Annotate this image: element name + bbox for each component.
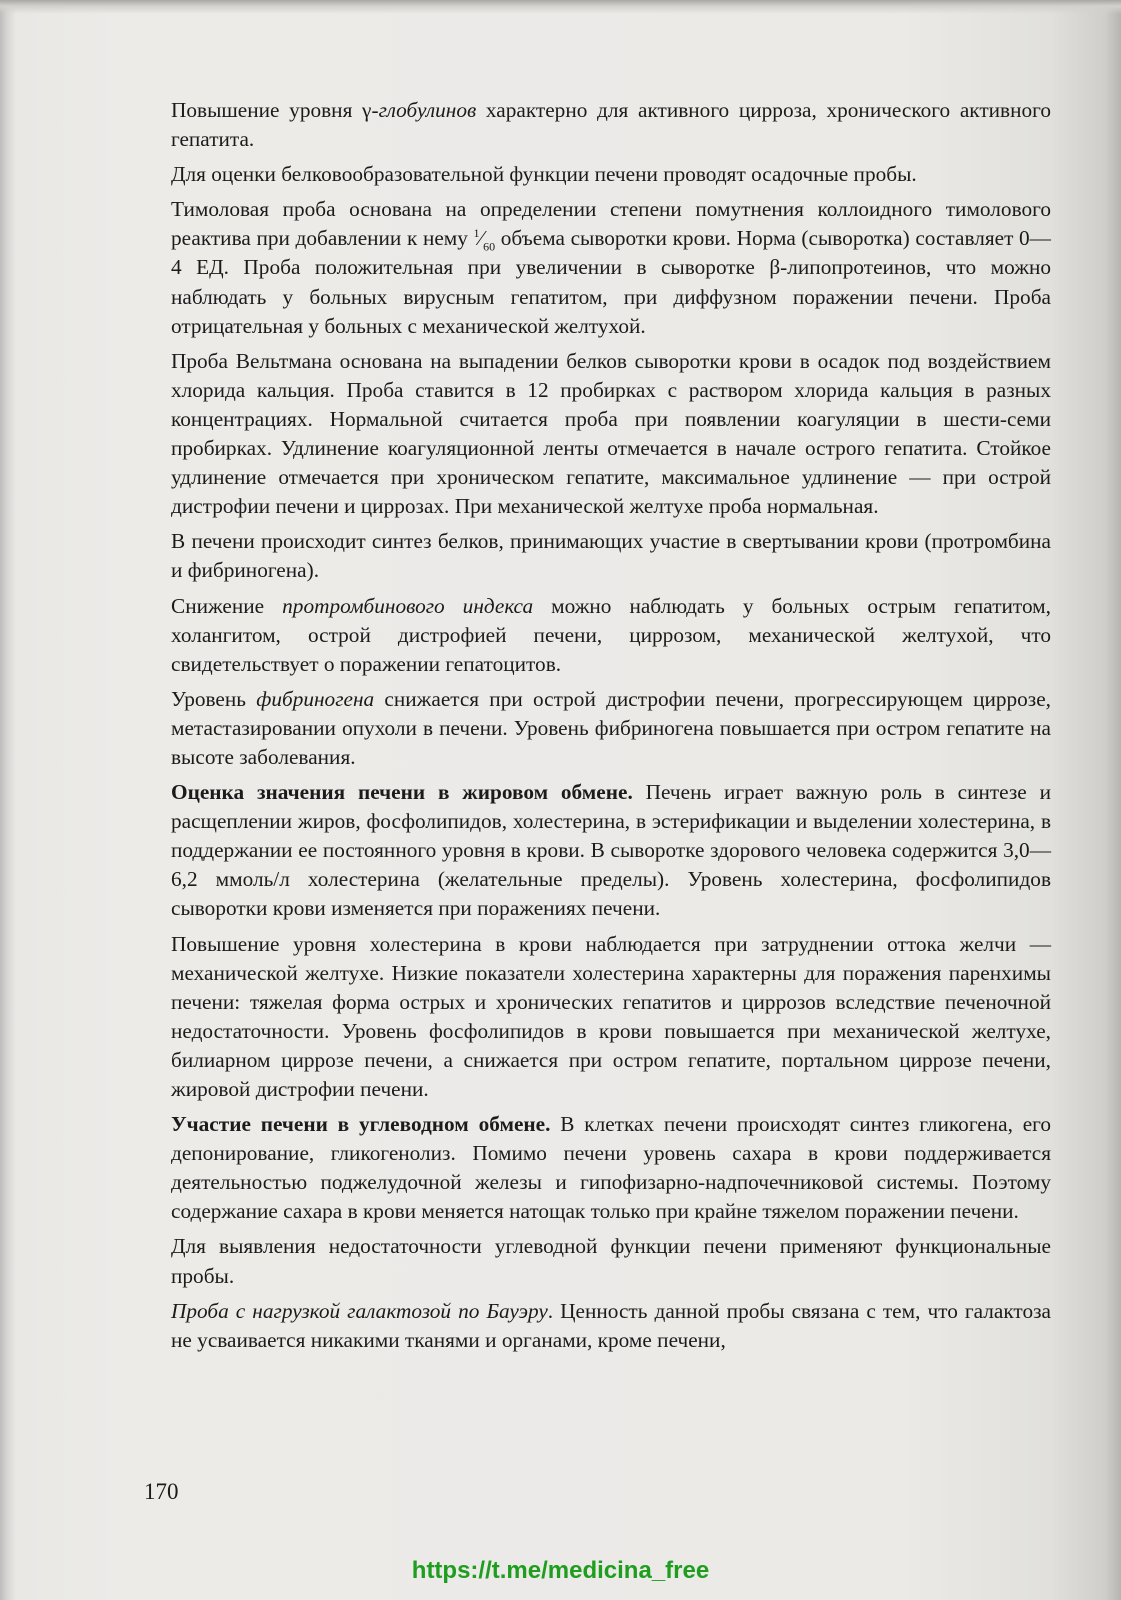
paragraph-prothrombin-index: Снижение протромбинового индекса можно наблюдать у больных острым гепатитом, холангитом, острой дистрофией печени, циррозом, механической желтухой, что свидетельствует о поражении гепатоцитов. <box>171 593 1051 676</box>
term-prothrombin-index: протромбинового индекса <box>282 593 534 618</box>
paragraph-functional-tests: Для выявления недостаточности углеводной функции печени применяют функциональные пробы. <box>171 1234 1051 1288</box>
paragraph-fat-metabolism: Оценка значения печени в жировом обмене. Печень играет важную роль в синтезе и расщеплении жиров, фосфолипидов, холестерина, в эстерификации и выделении холестерина, в поддержании ее постоянного уровня в крови. В сыворотке здорового человека содержится 3,0—6,2 ммоль/л холестерина (желательные пределы). Уровень холестерина, фосфолипидов сыворотки крови изменяется при поражениях печени. <box>171 780 1051 921</box>
paragraph-galactose-test: Проба с нагрузкой галактозой по Бауэру. Ценность данной пробы связана с тем, что галактоза не усваивается никакими тканями и органами, кроме печени, <box>171 1298 1051 1352</box>
footer-link[interactable]: https://t.me/medicina_free <box>411 1557 710 1584</box>
paragraph-coagulation-proteins: В печени происходит синтез белков, принимающих участие в свертывании крови (протромбина и фибриногена). <box>171 529 1051 583</box>
paragraph-cholesterol: Повышение уровня холестерина в крови наблюдается при затруднении оттока желчи — механической желтухе. Низкие показатели холестерина характерны для поражения паренхимы печени: тяжелая форма острых и хронических гепатитов и циррозов вследствие печеночной недостаточности. Уровень фосфолипидов в крови повышается при механической желтухе, билиарном циррозе печени, а снижается при остром гепатите, портальном циррозе печени, жировой дистрофии печени. <box>171 931 1051 1101</box>
heading-carbohydrate-metabolism: Участие печени в углеводном обмене. <box>171 1112 551 1137</box>
paragraph-fibrinogen: Уровень фибриногена снижается при острой дистрофии печени, прогрессирующем циррозе, метастазировании опухоли в печени. Уровень фибриногена повышается при остром гепатите на высоте заболевания. <box>171 686 1051 769</box>
paragraph-weltmann-test: Проба Вельтмана основана на выпадении белков сыворотки крови в осадок под воздействием хлорида кальция. Проба ставится в 12 пробирках с раствором хлорида кальция в разных концентрациях. Нормальной считается проба при появлении коагуляции в шести-семи пробирках. Удлинение коагуляционной ленты отмечается в начале острого гепатита. Стойкое удлинение отмечается при хроническом гепатите, максимальное удлинение — при острой дистрофии печени и циррозах. При механической желтухе проба нормальная. <box>171 348 1051 519</box>
term-fibrinogen: фибриногена <box>256 686 375 711</box>
paragraph-thymol-test: Тимоловая проба основана на определении степени помутнения коллоидного тимолового реактива при добавлении к нему $^1⁄_{60}$ объема сыворотки крови. Норма (сыворотка) составляет 0—4 ЕД. Проба положительная при увеличении в сыворотке β-липопротеинов, что можно наблюдать у больных вирусным гепатитом, при диффузном поражении печени. Проба отрицательная у больных с механической желтухой. <box>171 197 1051 338</box>
paragraph-sediment-tests: Для оценки белковообразовательной функции печени проводят осадочные пробы. <box>171 162 917 187</box>
body-text <box>171 96 1051 1361</box>
term-galactose-test: Проба с нагрузкой галактозой по Бауэру <box>171 1298 548 1323</box>
paragraph-gamma-globulins: Повышение уровня γ-глобулинов характерно для активного цирроза, хронического активного гепатита. <box>171 98 1051 152</box>
fraction-one-sixtieth: $^1⁄_{60}$ <box>473 226 496 254</box>
page-number: 170 <box>144 1479 179 1504</box>
page-top-edge <box>0 0 1121 14</box>
paragraph-carbohydrate-metabolism: Участие печени в углеводном обмене. В клетках печени происходят синтез гликогена, его депонирование, гликогенолиз. Помимо печени уровень сахара в крови поддерживается деятельностью поджелудочной железы и гипофизарно-надпочечниковой системы. Поэтому содержание сахара в крови меняется натощак только при крайне тяжелом поражении печени. <box>171 1112 1051 1224</box>
heading-fat-metabolism: Оценка значения печени в жировом обмене. <box>171 780 633 805</box>
term-gamma-globulins: глобулинов <box>378 98 477 122</box>
